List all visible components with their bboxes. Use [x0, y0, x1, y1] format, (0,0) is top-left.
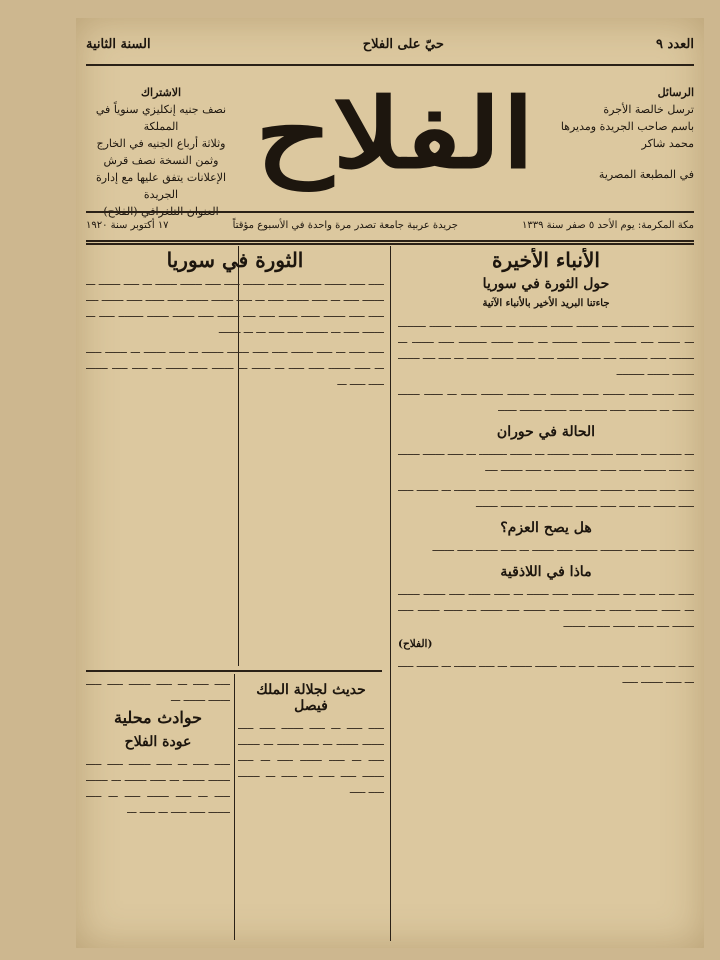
dateline-rule [86, 240, 694, 242]
correspondence-box: الرسائل ترسل خالصة الأجرة باسم صاحب الجريدة ومديرها محمد شاكر في المطبعة المصرية [560, 86, 694, 181]
top-line [86, 28, 694, 60]
year: السنة الثانية [86, 36, 151, 52]
interview-column: حديث لجلالة الملك فيصل ـــــ ـــــ ـــ ـــــ ـــــــ ـــــ ـــــ ـــــــ ـــــــ ـــ ـــــ ـــــــ ـــ ـــــــ ـــــ ـــ ـــــ ـــــــ ـــــ ـــ ـــــ ـــــــ ـــــ ـــــ ـــ ـــــ ـــ ـــــــ ـــــ ـــــ [238, 682, 384, 796]
subscription-box: الاشتراك نصف جنيه إنكليزي سنوياً في المملكة وثلاثة أرباع الجنيه في الخارج وثمن النسخة نصف قرش الإعلانات يتفق عليها مع إدارة الجريدة العنوان التلغرافي (الفلاح) [95, 86, 227, 218]
subheading-hauran: الحالة في حوران [496, 424, 596, 440]
signature: (الفلاح) [398, 638, 433, 650]
article-column: الثورة في سوريا ـــــ ـــــ ـــــــ ـــــــ ـــ ـــــ ـــــــ ـــــ ـــــ ـــــــ ـــــــ ـــ ـــــ ـــــــ ـــ ـــــــ ـــــ ـــ ـــــ ـــــــ ـــــ ـــ ـــــ ـــــــ ـــــــ ـــــ ــــــ ـــــ ـــــــ ــــ ـــــ ـــــ ـــــــ ــــــ ــــــ ـــــ ــــ ـــــــ ـــــ ـــــــ ـــــــ ــــــــ ـــــ ـــ ـــــــ ـــــ ـــ ـــــــ ـــــ ـــــ ـــ ـــ ـــــــ ـــــ ـــــ ـــ ـــــ ـــــــ ـــــ ـــــ ـــــــ ـــــــ ـــ ـــــ ـــــــ ـــ ـــــــ ـــــ ـــ ـــــ ـــــــ ـــــ ـــــ ـــ ــــــ ـــ ـــــــ ـــــ ـــــــ ـــ ـــــ ـــــ ـــــــ ـــــ ـــــ ـــ [86, 248, 384, 388]
column-divider [390, 246, 391, 941]
headline-latest-news: الأنباء الأخيرة [492, 248, 600, 272]
top-rule [86, 64, 694, 66]
newspaper-page [76, 18, 704, 948]
subheading-king-faisal: حديث لجلالة الملك فيصل [256, 682, 366, 714]
newspaper-logo: الفلاح [255, 77, 535, 190]
slogan: حيّ على الفلاح [362, 36, 444, 52]
dateline: مكة المكرمة: يوم الأحد ٥ صفر سنة ١٣٣٩ جريدة عربية جامعة تصدر مرة واحدة في الأسبوع مؤقتاً ١٧ أكتوبر سنة ١٩٢٠ [86, 219, 694, 231]
subheading-note: جاءتنا البريد الأخير بالأنباء الآتية [482, 298, 610, 309]
local-news-column: ـــــ ـــــ ـــ ـــــ ـــــــ ـــــ ـــــ ـــــــ ـــــــ ـــ حوادث محلية عودة الفلاح ـــــ ـــــ ـــ ـــــ ـــــــ ـــــ ـــــ ـــــــ ـــــــ ـــ ـــــ ـــــــ ـــ ـــــــ ـــــ ـــ ـــــ ـــــــ ـــــ ـــ ـــــ ـــــــ ـــــ ـــــ ـــ ـــــ ـــ [86, 676, 230, 816]
subheading-resolve: هل يصح العزم؟ [500, 520, 592, 536]
subheading-syria-revolt: حول الثورة في سوريا [482, 276, 610, 292]
news-column: الأنباء الأخيرة حول الثورة في سوريا جاءتنا البريد الأخير بالأنباء الآتية ـــــــ ـــــ ـــــــــ ـــــ ـــــــ ـــــــ ـــــــــ ـــ ـــــــ ـــــــ ـــــــ ـــــــــ ـــ ـــــــ ــــ ـــــــ ـــــــــ ــــــــ ـــ ـــــ ـــــــ ـــــــــ ـــــ ـــــــ ـــ ــــــــ ـــــ ـــــــــ ــــ ــــــ ـــــــ ـــــ ــــــ ـــــــ ـــــــ ـــ ــــ ــــ ـــــــ ـــــــ ـــــــ ـــــــــ ـــــ ـــــــ ــــــ ـــــــ ـــــ ـــــــــ ــــ ـــــــ ـــــــ ـــــ ـــ ــــــ ـــــــ ـــــــ ـــ ـــــــــ ـــــ ـــــــ ــــ ـــــــ ـــــــ ــــــ الحالة في حوران ـــ ـــــــ ـــــ ـــــــ ـــــــ ـــــ ـــــــ ـــ ـــــــ ـــــــــ ـــ ـــــ ـــــــ ـــــــ ـــ ــــ ـــــــ ـــــــ ـــــ ــــــ ـــــــ ــ ـــــ ـــــــ ــــ ـــــ ـــــ ــــــ ـــ ـــــــ ــــــ ـــــ ـــــــ ـــــــ ـــ ـــــ ـــــــ ـــ ـــــــ ـــــ ـــــ ـــــــ ــــ ـــــ ـــــ ـــــــ ـــــــ ـــ ـــ ـــــــ ـــــــ هل يصح العزم؟ ـــــ ـــــ ـــــ ــــ ـــــــ ـــــــ ـــــ ـــــــ ـــ ـــــ ـــــــ ـــــ ـــــــ ماذا في اللاذقية ـــــ ـــــ ـــــ ــــ ـــــــ ـــــــ ـــــ ـــــــ ـــ ـــــ ـــــــ ـــــ ـــــــ ـــــــ ـــ ــــــ ـــــــ ـــــــ ـــ ـــــــــ ـــ ـــــــ ــــ ـــــــ ـــ ــــــ ـــــــ ـــــ ـــــــ ــــ ـــــ ـــــــ ـــــــ ـــــــ (الفلاح) ـــــ ـــــــ ـــ ـــــ ـــــــ ـــــ ـــــ ـــــــ ـــــــ ـــ ـــــ ـــــــ ـــ ـــــــ ـــــ ـــ ـــــ ـــــــ ـــــ [398, 248, 694, 686]
headline-syrian-revolution: الثورة في سوريا [166, 248, 304, 272]
subheading-return: عودة الفلاح [124, 734, 192, 750]
subheading-local-events: حوادث محلية [114, 708, 202, 727]
subheading-latakia: ماذا في اللاذقية [500, 564, 592, 580]
issue-number: العدد ٩ [656, 36, 694, 52]
masthead [86, 70, 694, 218]
